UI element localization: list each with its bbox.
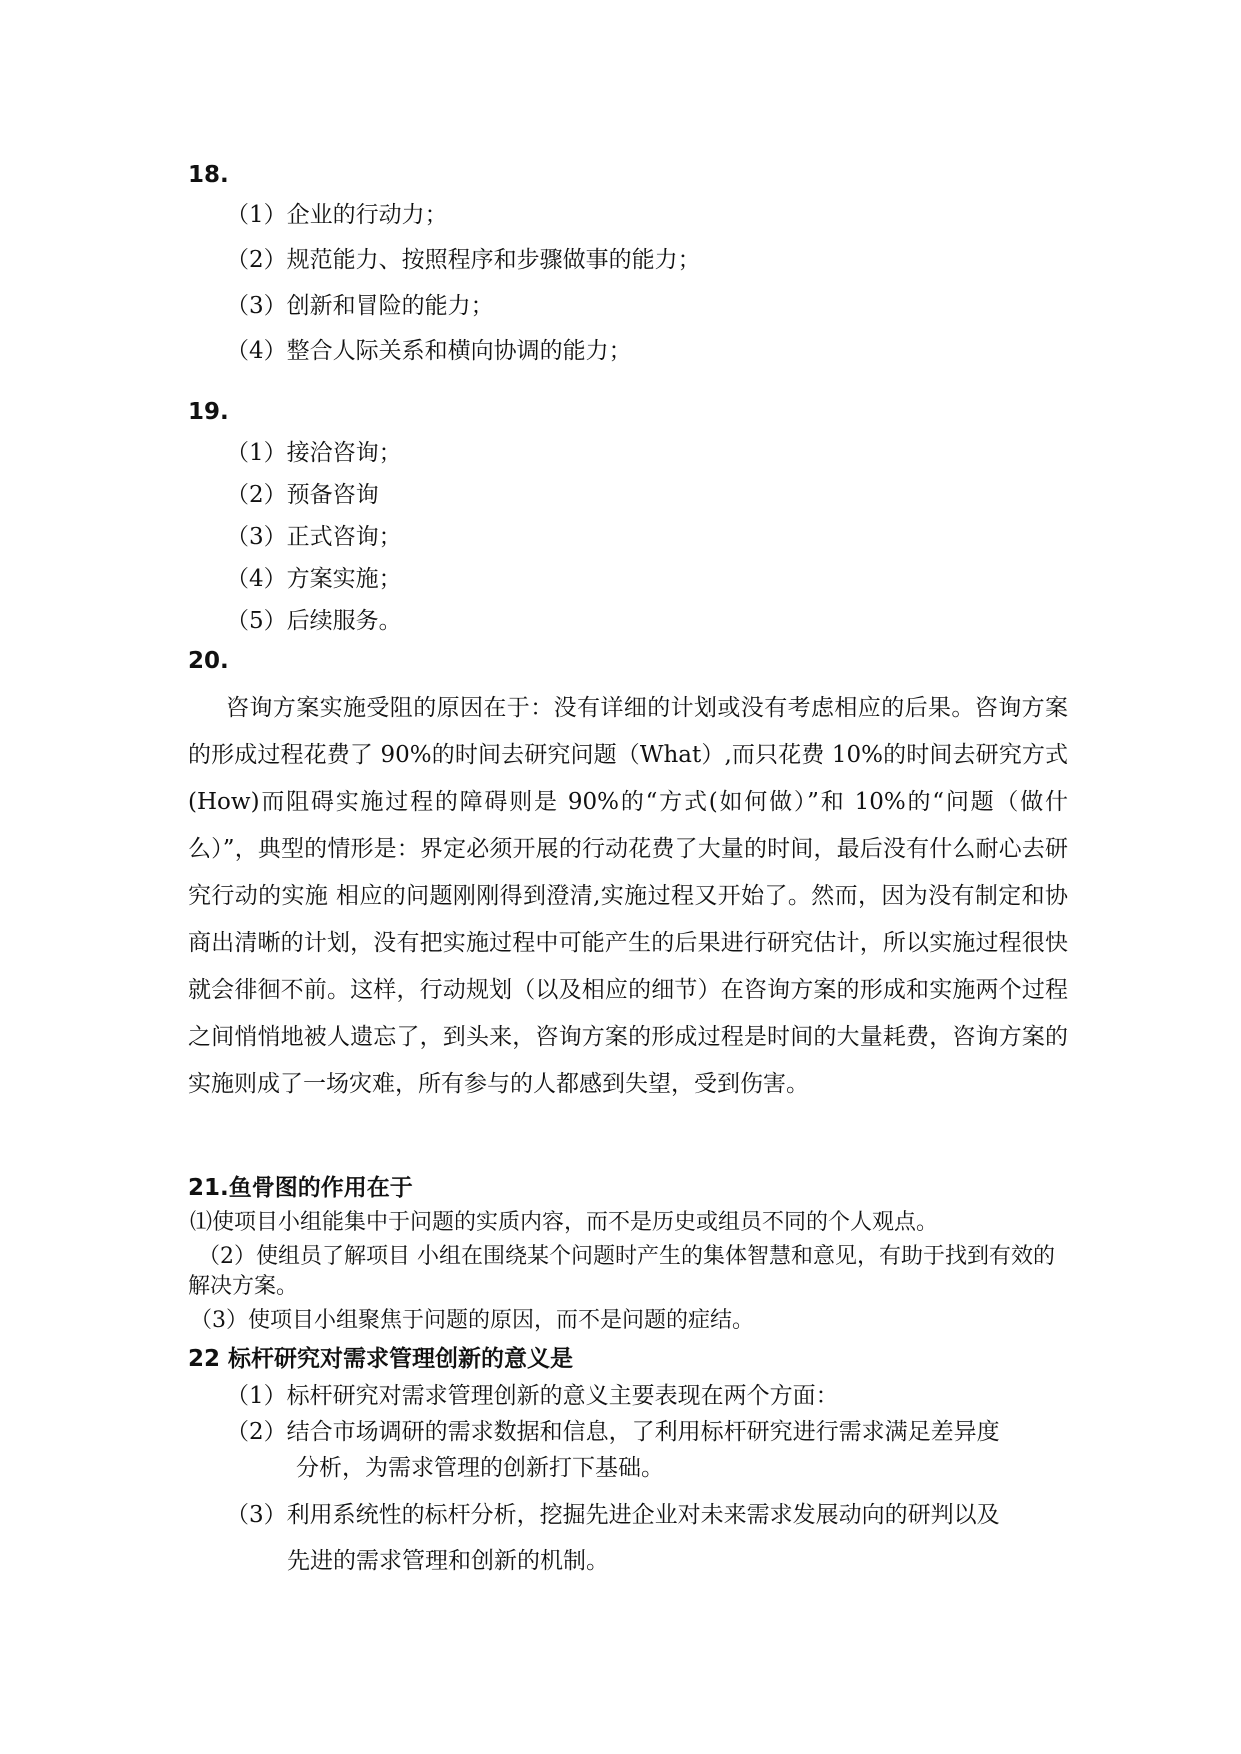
q22-item-3-line-1: （3）利用系统性的标杆分析，挖掘先进企业对未来需求发展动向的研判以及 (226, 1502, 1000, 1528)
q22-item-2-line-2: 分析，为需求管理的创新打下基础。 (296, 1455, 664, 1481)
q22-heading: 22 标杆研究对需求管理创新的意义是 (188, 1346, 574, 1372)
q22-item-2-line-1: （2）结合市场调研的需求数据和信息，了利用标杆研究进行需求满足差异度 (226, 1419, 1000, 1445)
q18-item-2: （2）规范能力、按照程序和步骤做事的能力； (226, 247, 701, 273)
q22-item-3-line-2: 先进的需求管理和创新的机制。 (287, 1548, 609, 1574)
q20-heading: 20. (188, 648, 229, 674)
q22-item-1: （1）标杆研究对需求管理创新的意义主要表现在两个方面： (226, 1383, 839, 1409)
q19-item-2: （2）预备咨询 (226, 482, 379, 508)
q21-item-2: （2）使组员了解项目 小组在围绕某个问题时产生的集体智慧和意见，有助于找到有效的解决方案。 (188, 1244, 1055, 1299)
q19-item-3: （3）正式咨询； (226, 524, 402, 550)
q21-heading: 21.鱼骨图的作用在于 (188, 1175, 413, 1201)
q19-item-4: （4）方案实施； (226, 566, 402, 592)
q18-item-1: （1）企业的行动力； (226, 202, 448, 228)
q18-item-3: （3）创新和冒险的能力； (226, 293, 494, 319)
q18-item-4: （4）整合人际关系和横向协调的能力； (226, 338, 632, 364)
q21-item-1: ⑴使项目小组能集中于问题的实质内容，而不是历史或组员不同的个人观点。 (190, 1210, 939, 1235)
q21-item-3: （3）使项目小组聚焦于问题的原因，而不是问题的症结。 (190, 1308, 754, 1333)
q20-paragraph-block (188, 685, 1068, 1108)
q21-item-2-block (188, 1242, 1068, 1302)
q19-heading: 19. (188, 399, 229, 425)
q19-item-1: （1）接洽咨询； (226, 440, 402, 466)
q19-item-5: （5）后续服务。 (226, 608, 402, 634)
q18-heading: 18. (188, 162, 229, 188)
q20-paragraph: 咨询方案实施受阻的原因在于：没有详细的计划或没有考虑相应的后果。咨询方案的形成过程花费了 90%的时间去研究问题（What）,而只花费 10%的时间去研究方式(How)而阻碍实施过程的障碍则是 90%的“方式(如何做）”和 10%的“问题（做什么）”，典型的情形是：界定必须开展的行动花费了大量的时间，最后没有什么耐心去研究行动的实施 相应的问题刚刚得到澄清,实施过程又开始了。然而，因为没有制定和协商出清晰的计划，没有把实施过程中可能产生的后果进行研究估计，所以实施过程很快就会徘徊不前。这样，行动规划（以及相应的细节）在咨询方案的形成和实施两个过程之间悄悄地被人遗忘了，到头来，咨询方案的形成过程是时间的大量耗费，咨询方案的实施则成了一场灾难，所有参与的人都感到失望，受到伤害。 (188, 695, 1068, 1097)
